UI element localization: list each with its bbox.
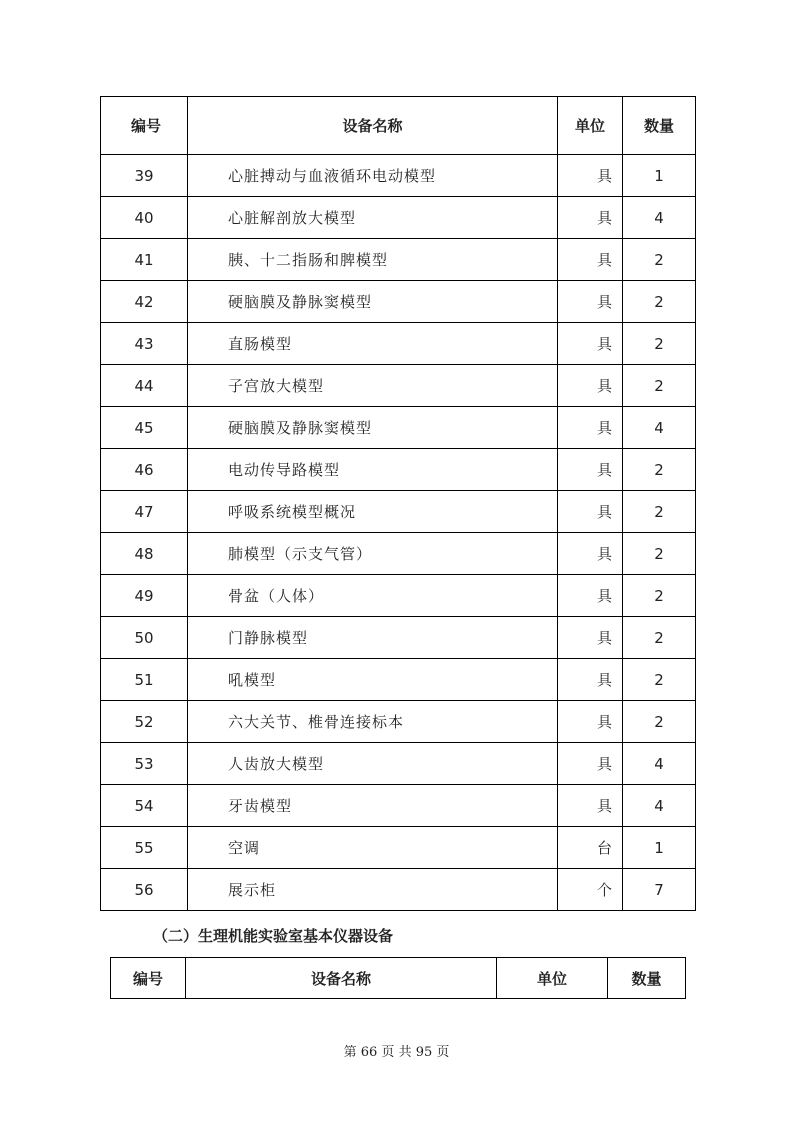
header-unit: 单位 xyxy=(497,958,608,999)
table-row xyxy=(101,491,696,533)
header-name: 设备名称 xyxy=(188,97,558,155)
table-row xyxy=(101,239,696,281)
row-name: 胰、十二指肠和脾模型 xyxy=(188,239,558,281)
table-row xyxy=(101,365,696,407)
row-quantity: 4 xyxy=(623,785,696,827)
row-name: 门静脉模型 xyxy=(188,617,558,659)
row-quantity: 7 xyxy=(623,869,696,911)
table-row xyxy=(101,281,696,323)
equipment-table-1 xyxy=(100,96,696,911)
row-name: 人齿放大模型 xyxy=(188,743,558,785)
row-name: 六大关节、椎骨连接标本 xyxy=(188,701,558,743)
header-no: 编号 xyxy=(111,958,186,999)
header-no: 编号 xyxy=(101,97,188,155)
row-unit: 具 xyxy=(558,365,623,407)
row-quantity: 4 xyxy=(623,743,696,785)
row-name: 吼模型 xyxy=(188,659,558,701)
row-name: 空调 xyxy=(188,827,558,869)
row-unit: 具 xyxy=(558,197,623,239)
row-unit: 具 xyxy=(558,407,623,449)
row-number: 52 xyxy=(101,701,188,743)
table-row xyxy=(101,701,696,743)
header-qty: 数量 xyxy=(623,97,696,155)
row-unit: 具 xyxy=(558,239,623,281)
row-name: 展示柜 xyxy=(188,869,558,911)
row-quantity: 2 xyxy=(623,701,696,743)
row-quantity: 2 xyxy=(623,491,696,533)
row-number: 42 xyxy=(101,281,188,323)
table-row xyxy=(101,323,696,365)
row-quantity: 2 xyxy=(623,281,696,323)
row-quantity: 2 xyxy=(623,365,696,407)
row-quantity: 2 xyxy=(623,575,696,617)
row-unit: 具 xyxy=(558,323,623,365)
row-unit: 具 xyxy=(558,785,623,827)
row-number: 48 xyxy=(101,533,188,575)
row-number: 54 xyxy=(101,785,188,827)
table-row xyxy=(101,743,696,785)
row-number: 50 xyxy=(101,617,188,659)
row-name: 子宫放大模型 xyxy=(188,365,558,407)
row-unit: 具 xyxy=(558,491,623,533)
row-unit: 具 xyxy=(558,449,623,491)
table-row xyxy=(101,617,696,659)
row-quantity: 4 xyxy=(623,407,696,449)
row-quantity: 1 xyxy=(623,827,696,869)
row-unit: 个 xyxy=(558,869,623,911)
row-name: 肺模型（示支气管） xyxy=(188,533,558,575)
table-row xyxy=(101,869,696,911)
row-unit: 具 xyxy=(558,281,623,323)
row-quantity: 1 xyxy=(623,155,696,197)
equipment-table-2 xyxy=(110,957,686,999)
row-name: 直肠模型 xyxy=(188,323,558,365)
row-unit: 具 xyxy=(558,659,623,701)
row-quantity: 2 xyxy=(623,449,696,491)
row-unit: 具 xyxy=(558,617,623,659)
table-row xyxy=(101,785,696,827)
row-quantity: 4 xyxy=(623,197,696,239)
table-header-row xyxy=(101,97,696,155)
row-name: 心脏搏动与血液循环电动模型 xyxy=(188,155,558,197)
table-row xyxy=(101,407,696,449)
row-number: 41 xyxy=(101,239,188,281)
section-heading: （二）生理机能实验室基本仪器设备 xyxy=(153,927,394,945)
row-number: 43 xyxy=(101,323,188,365)
row-unit: 具 xyxy=(558,701,623,743)
row-name: 硬脑膜及静脉窦模型 xyxy=(188,281,558,323)
row-number: 45 xyxy=(101,407,188,449)
row-quantity: 2 xyxy=(623,239,696,281)
row-number: 39 xyxy=(101,155,188,197)
table-row xyxy=(101,533,696,575)
row-number: 56 xyxy=(101,869,188,911)
table-row xyxy=(101,575,696,617)
page-footer: 第 66 页 共 95 页 xyxy=(343,1045,450,1060)
table-row xyxy=(101,155,696,197)
row-quantity: 2 xyxy=(623,617,696,659)
row-number: 47 xyxy=(101,491,188,533)
table-row xyxy=(101,659,696,701)
table-header-row xyxy=(111,958,686,999)
row-name: 呼吸系统模型概况 xyxy=(188,491,558,533)
row-name: 牙齿模型 xyxy=(188,785,558,827)
row-number: 44 xyxy=(101,365,188,407)
row-number: 51 xyxy=(101,659,188,701)
row-name: 电动传导路模型 xyxy=(188,449,558,491)
header-unit: 单位 xyxy=(558,97,623,155)
row-name: 硬脑膜及静脉窦模型 xyxy=(188,407,558,449)
table-row xyxy=(101,197,696,239)
row-number: 53 xyxy=(101,743,188,785)
row-unit: 台 xyxy=(558,827,623,869)
row-quantity: 2 xyxy=(623,659,696,701)
row-number: 40 xyxy=(101,197,188,239)
row-unit: 具 xyxy=(558,533,623,575)
row-number: 49 xyxy=(101,575,188,617)
row-unit: 具 xyxy=(558,575,623,617)
row-unit: 具 xyxy=(558,743,623,785)
table-row xyxy=(101,827,696,869)
row-name: 心脏解剖放大模型 xyxy=(188,197,558,239)
row-number: 46 xyxy=(101,449,188,491)
row-quantity: 2 xyxy=(623,323,696,365)
table-row xyxy=(101,449,696,491)
row-unit: 具 xyxy=(558,155,623,197)
header-qty: 数量 xyxy=(608,958,686,999)
header-name: 设备名称 xyxy=(186,958,497,999)
row-number: 55 xyxy=(101,827,188,869)
row-quantity: 2 xyxy=(623,533,696,575)
row-name: 骨盆（人体） xyxy=(188,575,558,617)
